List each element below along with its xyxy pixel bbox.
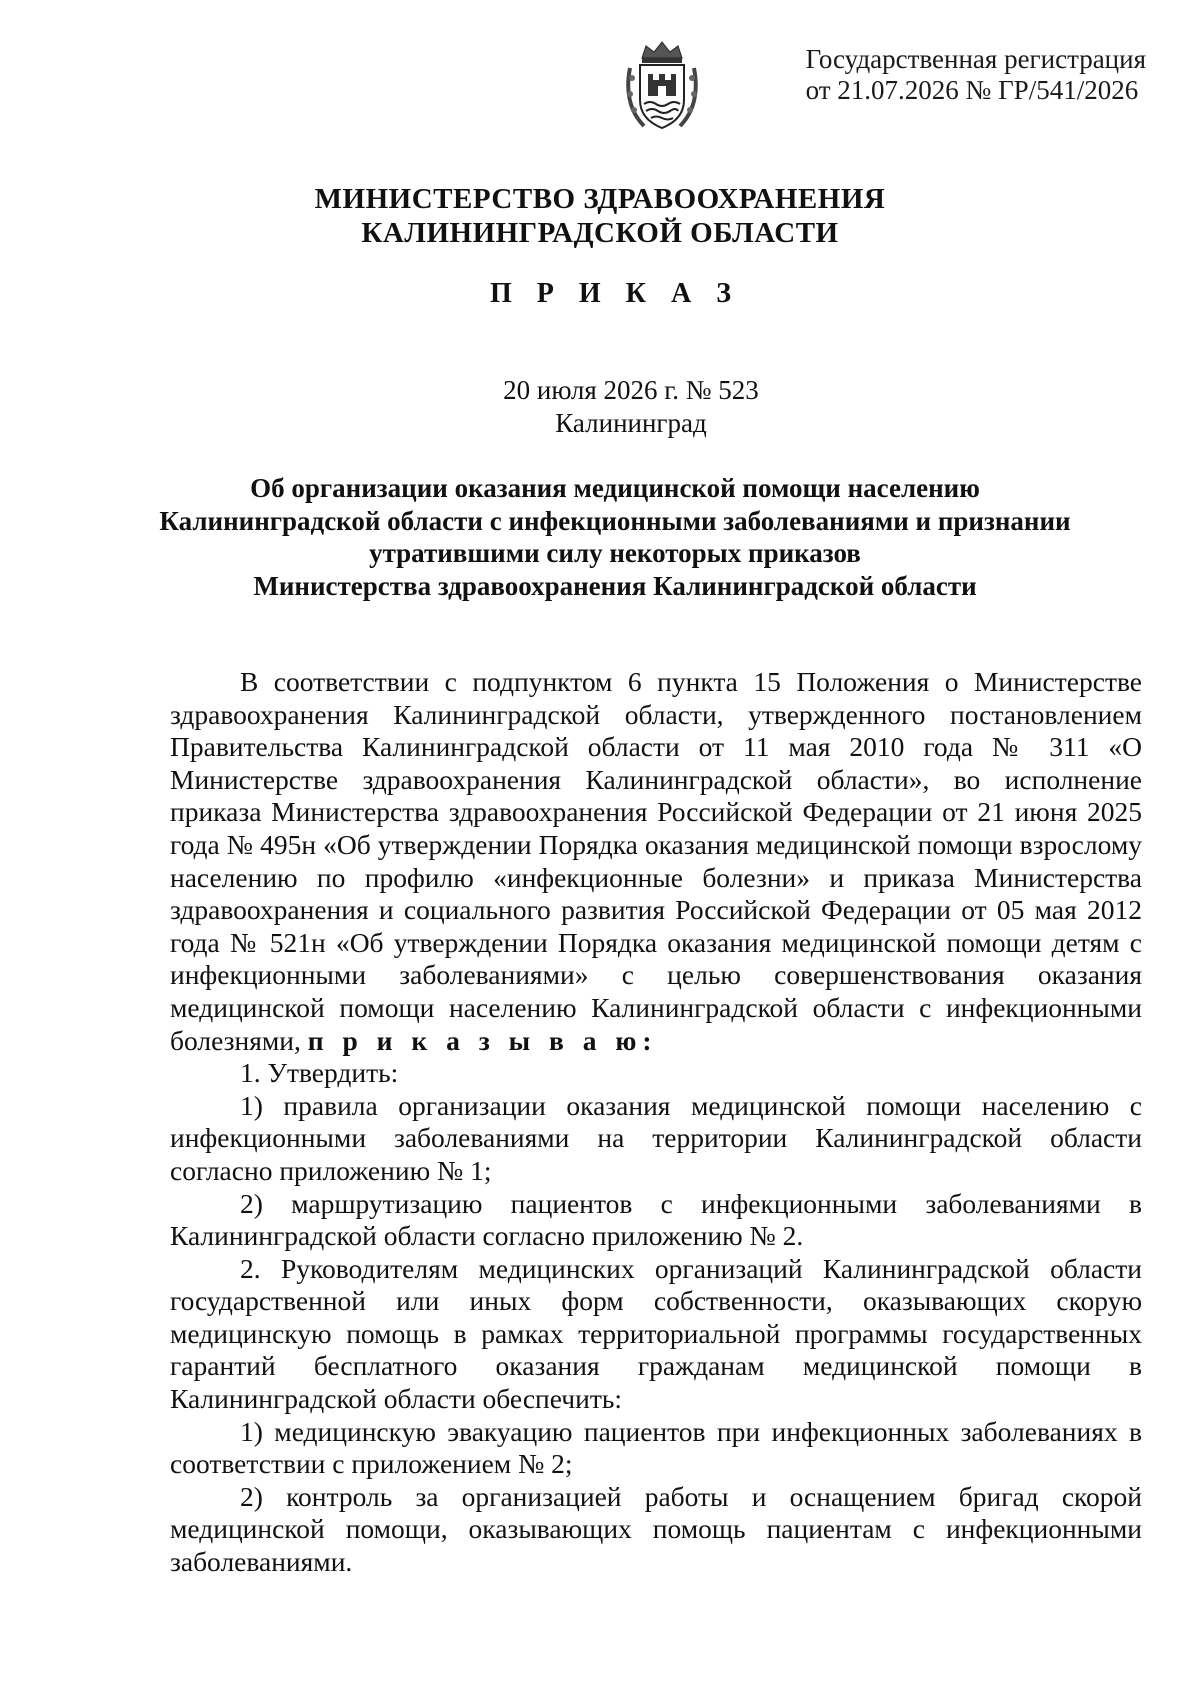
clause-2-2: 2) контроль за организацией работы и оснащением бригад скорой медицинской помощи, оказывающих помощь пациентам с инфекционными заболеваниями. [170,1480,1142,1578]
order-title [150,472,1080,602]
coat-of-arms-icon [624,38,700,134]
clause-1-2: 2) маршрутизацию пациентов с инфекционными заболеваниями в Калининградской области согласно приложению № 2. [170,1187,1142,1252]
clause-2: 2. Руководителям медицинских организаций Калининградской области государственной или иных форм собственности, оказывающих скорую медицинскую помощь в рамках территориальной программы государственных гарантий бесплатного оказания гражданам медицинской помощи в Калининградской области обеспечить: [170,1252,1142,1415]
order-body [170,666,1142,1579]
order-date-number: 20 июля 2026 г. № 523 [503,375,759,405]
clause-1-1: 1) правила организации оказания медицинской помощи населению с инфекционными заболеваниями на территории Калининградской области согласно приложению № 1; [170,1089,1142,1186]
clause-1: 1. Утвердить: [240,1057,399,1089]
registration-line-2: от 21.07.2026 № ГР/541/2026 [805,75,1139,105]
registration-line-1: Государственная регистрация [805,44,1146,74]
order-city: Калининград [555,408,707,438]
registration-stamp [806,44,1146,106]
clause-2-1: 1) медицинскую эвакуацию пациентов при инфекционных заболеваниях в соответствии с приложением № 2; [170,1415,1142,1480]
title-line-3: утратившими силу некоторых приказов [369,538,861,568]
ministry-name [0,182,1200,250]
ministry-line-1: МИНИСТЕРСТВО ЗДРАВООХРАНЕНИЯ [314,183,886,215]
order-verb: п р и к а з ы в а ю: [307,1024,658,1056]
document-type: П Р И К А З [490,278,740,309]
title-line-2: Калининградской области с инфекционными заболеваниями и признании [159,505,1071,536]
ministry-line-2: КАЛИНИНГРАДСКОЙ ОБЛАСТИ [361,217,839,249]
order-meta [0,374,1200,440]
title-line-4: Министерства здравоохранения Калининградской области [253,570,977,601]
preamble-paragraph [170,666,1142,1057]
preamble-text: В соответствии с подпунктом 6 пункта 15 Положения о Министерстве здравоохранения Калининградской области, утвержденного постановлением Правительства Калининградской области от 11 мая 2010 года № 311 «О Министерстве здравоохранения Калининградской области», во исполнение приказа Министерства здравоохранения Российской Федерации от 21 июня 2025 года № 495н «Об утверждении Порядка оказания медицинской помощи взрослому населению по профилю «инфекционные болезни» и приказа Министерства здравоохранения и социального развития Российской Федерации от 05 мая 2012 года № 521н «Об утверждении Порядка оказания медицинской помощи детям с инфекционными заболеваниями» с целью совершенствования оказания медицинской помощи населению Калининградской области с инфекционными болезнями, [170,666,1142,1056]
title-line-1: Об организации оказания медицинской помощи населению [250,473,980,503]
